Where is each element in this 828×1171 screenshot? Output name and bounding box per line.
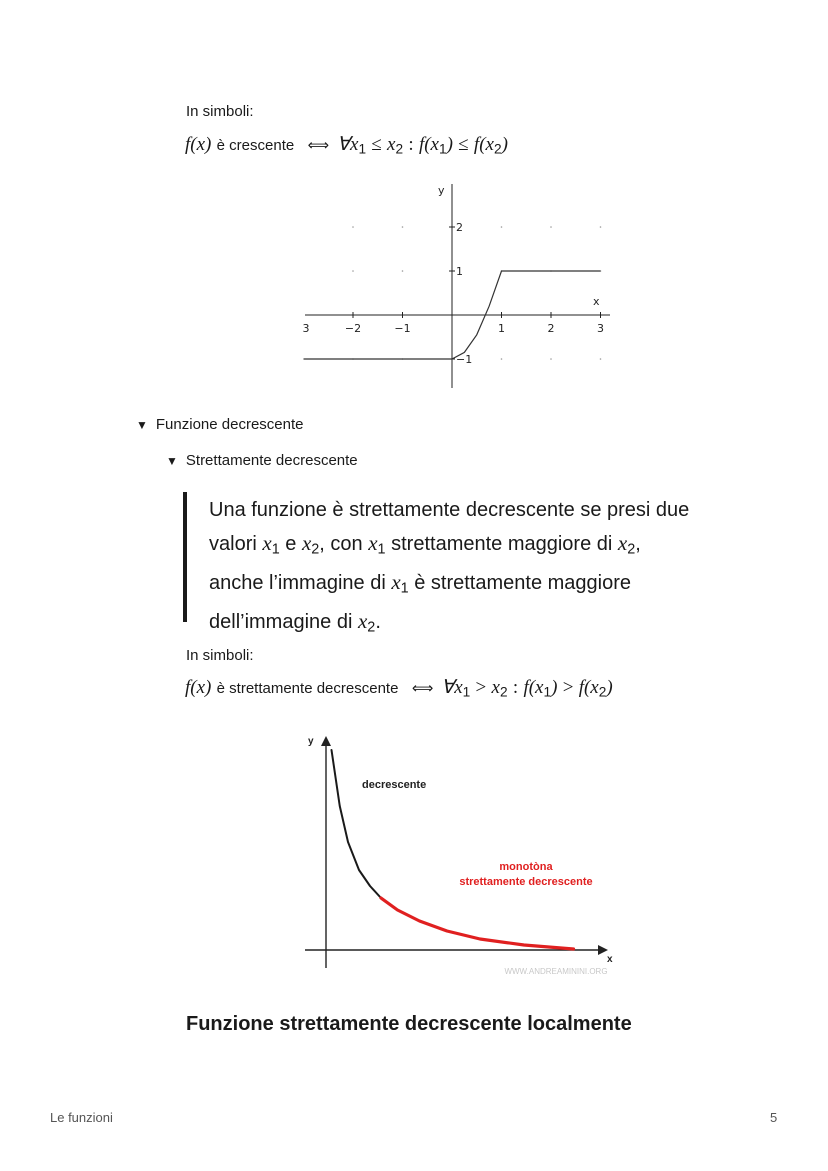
formula-text: è crescente: [216, 137, 295, 154]
grid-dot: [550, 358, 552, 360]
x-tick-label: 3: [597, 322, 604, 335]
grid-dot: [402, 270, 404, 272]
x-tick-label-partial: 3: [302, 322, 310, 335]
grid-dot: [501, 358, 503, 360]
annotation-monotona: monotòna: [499, 861, 553, 873]
grid-dot: [352, 270, 354, 272]
toggle-label: Strettamente decrescente: [185, 452, 358, 469]
y-axis-arrow-icon: [321, 736, 331, 746]
footer-title: Le funzioni: [50, 1110, 113, 1125]
quote-bar: [183, 492, 187, 622]
chart-decrescente: [300, 728, 630, 980]
grid-dot: [352, 226, 354, 228]
formula-decrescente: f(x) è strettamente decrescente ⟺ $\forall x_1 > x_2$ : $f(x_1) > f(x_2)$: [185, 677, 613, 700]
x-axis-label: x: [593, 295, 600, 308]
y-tick-label: 2: [456, 221, 463, 234]
y-tick-label: −1: [456, 353, 473, 366]
symbols-label-1: In simboli:: [186, 103, 254, 120]
y-tick-label: 1: [456, 265, 463, 278]
x-axis-label: x: [607, 954, 613, 965]
x-tick-label: −1: [394, 322, 411, 335]
grid-dot: [550, 226, 552, 228]
toggle-strettamente-decrescente[interactable]: [166, 452, 358, 469]
series-strettamente: [381, 898, 574, 949]
iff-arrow: ⟺: [307, 136, 329, 154]
formula-crescente: f(x) è crescente ⟺ $\forall x_1 \le x_2$ : $f(x_1) \le f(x_2)$: [185, 134, 508, 157]
section-heading: Funzione strettamente decrescente localmente: [186, 1013, 632, 1035]
series-decrescente: [332, 750, 382, 898]
annotation-strettamente: strettamente decrescente: [459, 876, 593, 888]
page-number: 5: [770, 1110, 778, 1125]
x-tick-label: −2: [344, 322, 362, 335]
y-axis-label: y: [438, 184, 445, 197]
chart-crescente: [300, 180, 620, 395]
triangle-down-icon: ▼: [166, 454, 178, 468]
grid-dot: [600, 226, 602, 228]
y-axis-label: y: [308, 736, 314, 747]
grid-dot: [402, 226, 404, 228]
grid-dot: [600, 358, 602, 360]
annotation-decrescente: decrescente: [362, 779, 427, 791]
grid-dot: [501, 226, 503, 228]
forall: ∀x: [337, 134, 359, 155]
watermark: WWW.ANDREAMININI.ORG: [504, 967, 608, 976]
toggle-funzione-decrescente[interactable]: [136, 416, 303, 433]
iff-arrow: ⟺: [411, 679, 434, 697]
formula-lhs: f(x): [185, 134, 212, 155]
symbols-label-2: In simboli:: [186, 647, 254, 664]
toggle-label: Funzione decrescente: [155, 416, 304, 433]
x-tick-label: 2: [547, 322, 555, 335]
triangle-down-icon: ▼: [136, 418, 148, 432]
x-tick-label: 1: [498, 322, 505, 335]
definition-quote: Una funzione è strettamente decrescente se presi due valori $x_1$ e $x_2$, con $x_1$ strettamente maggiore di $x_2$, anche l’immagine di $x_1$ è strettamente maggiore dell’immagine di $x_2$.: [209, 499, 690, 636]
